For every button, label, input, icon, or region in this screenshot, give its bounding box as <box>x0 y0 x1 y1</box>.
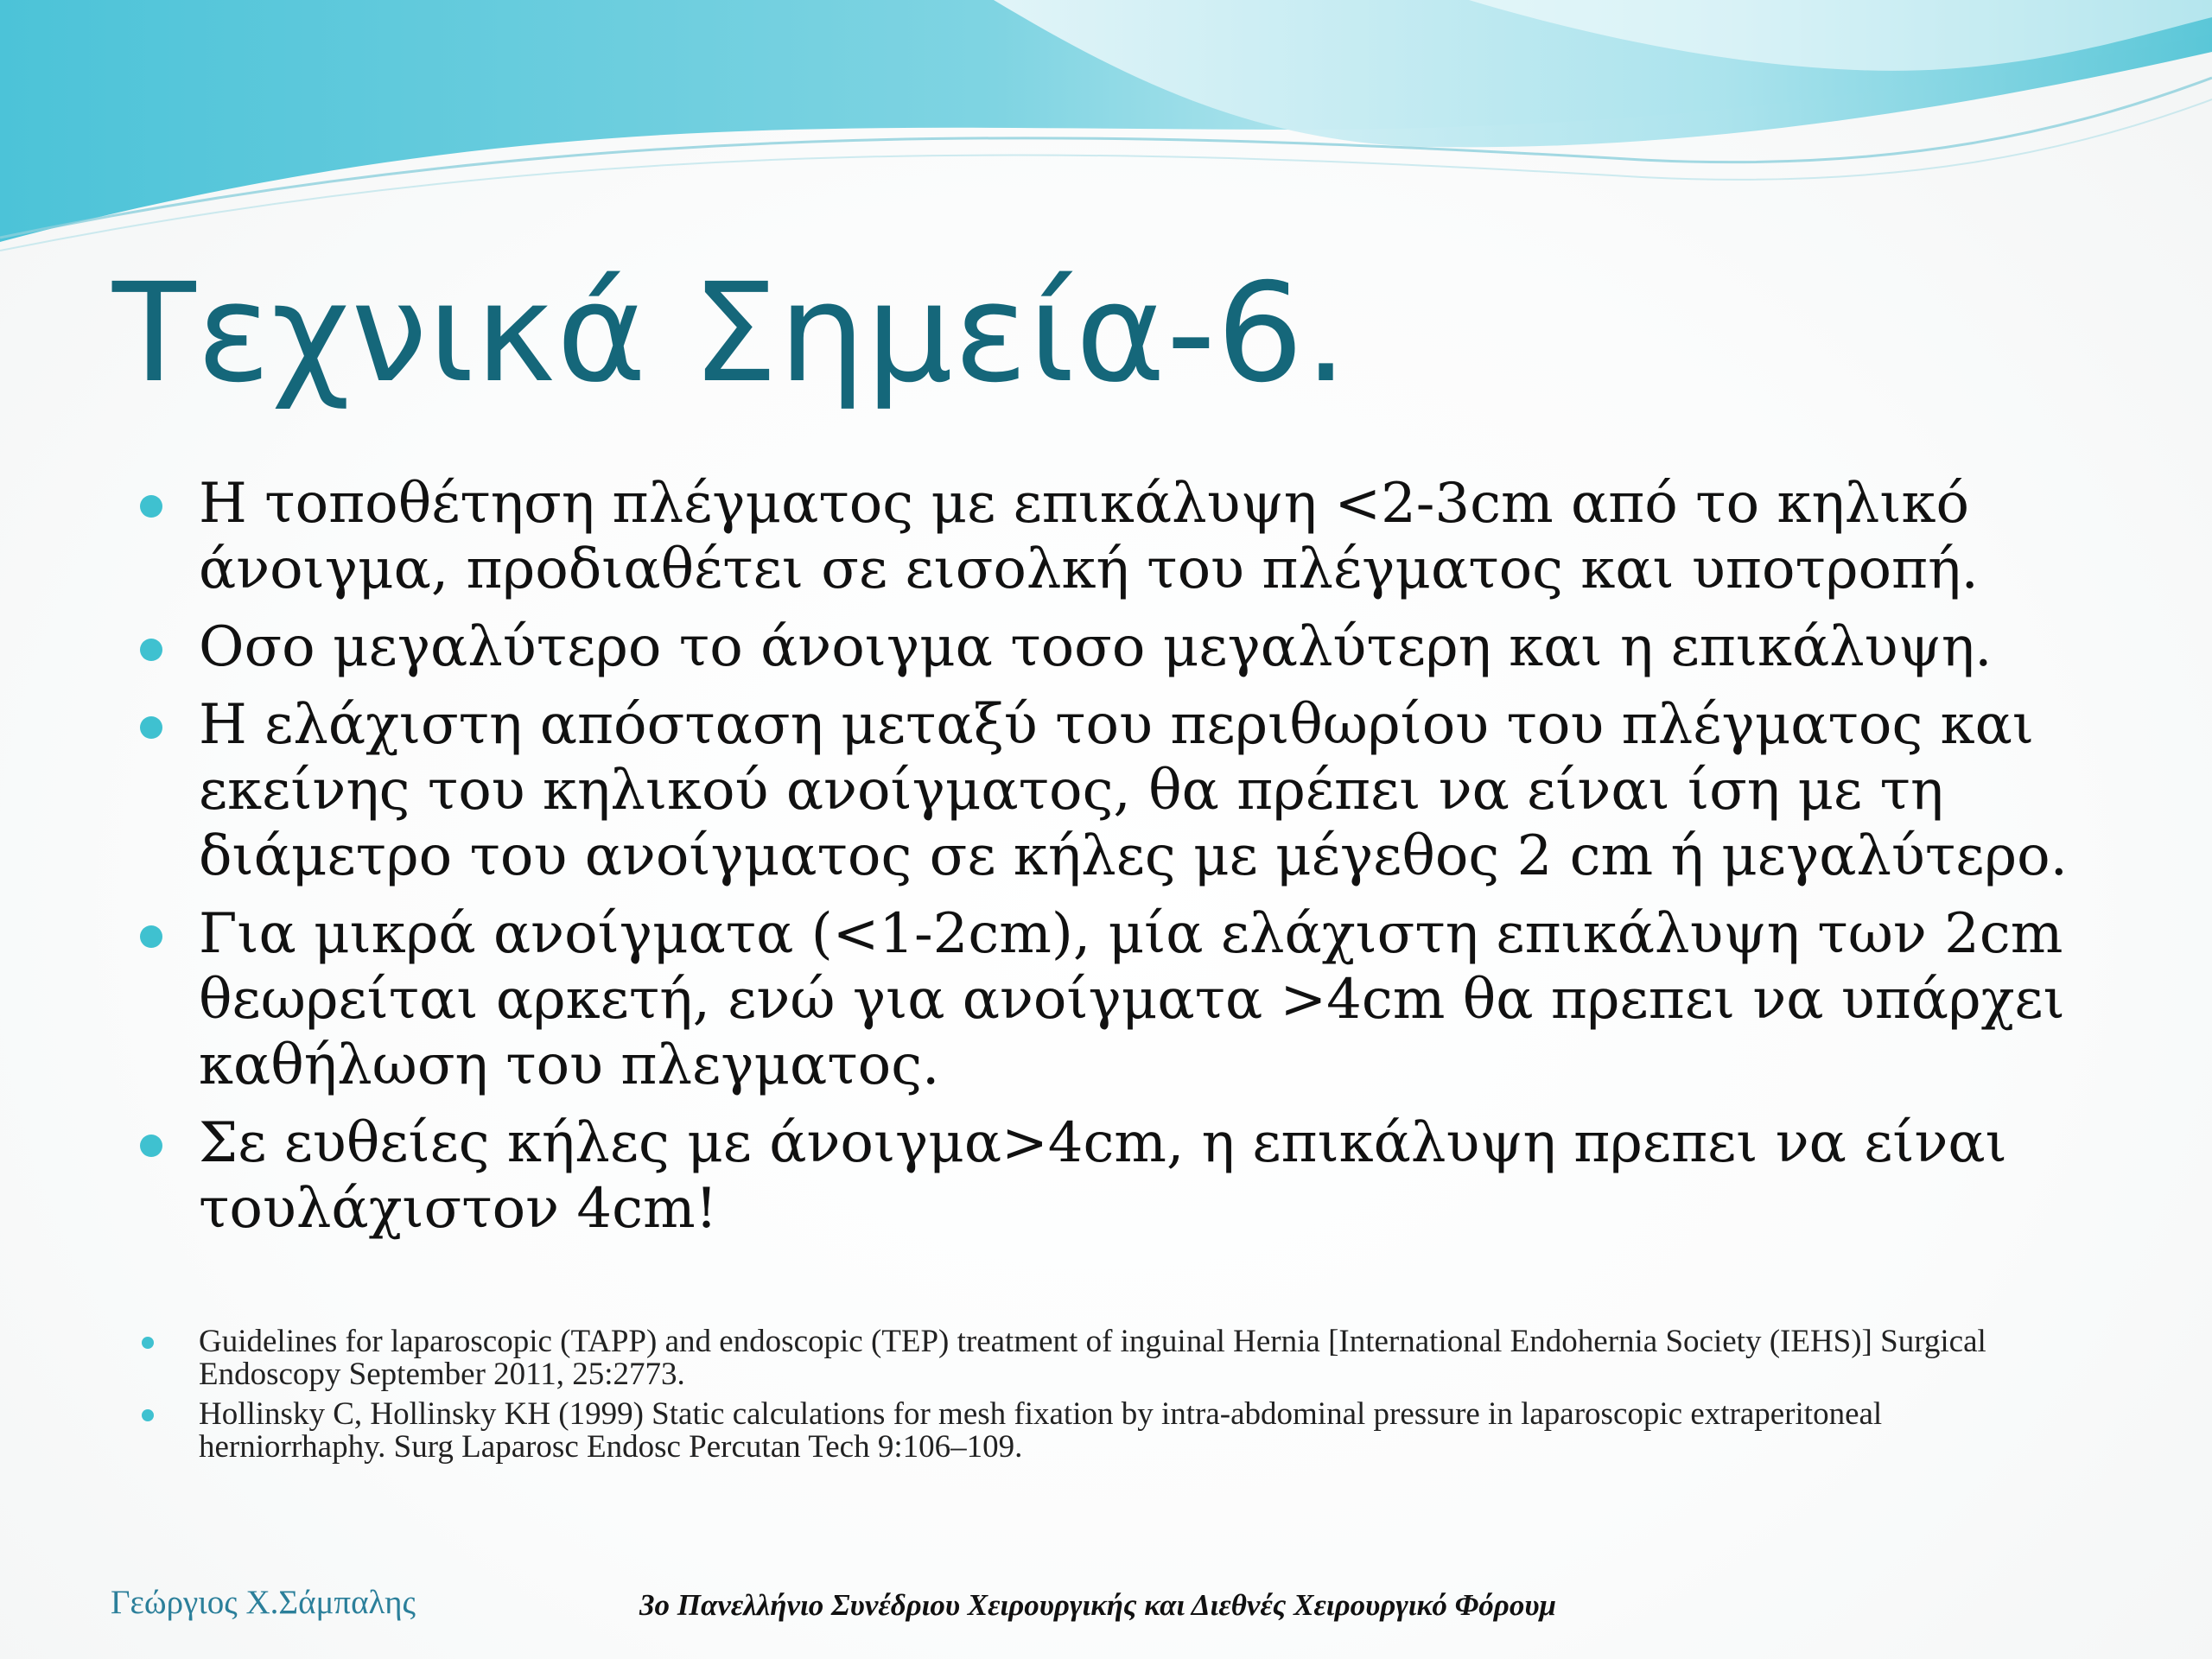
slide-title: Τεχνικά Σημεία-6. <box>112 254 1349 413</box>
bullet-text: Για μικρά ανοίγματα (<1-2cm), μία ελάχιστη επικάλυψη των 2cm θεωρείται αρκετή, ενώ για ανοίγματα >4cm θα πρεπει να υπάρχει καθήλωση του πλεγματος. <box>199 902 2065 1097</box>
bullet-item <box>138 471 2074 602</box>
bullet-item <box>138 692 2074 889</box>
reference-text: Hollinsky C, Hollinsky KH (1999) Static calculations for mesh fixation by intra-abdominal pressure in laparoscopic extraperitoneal herniorrhaphy. Surg Laparosc Endosc Percutan Tech 9:106–109. <box>199 1396 1883 1465</box>
bullet-item <box>138 1110 2074 1242</box>
reference-item <box>138 1325 1996 1391</box>
bullet-dot-icon <box>142 1409 154 1421</box>
bullet-text: Η ελάχιστη απόσταση μεταξύ του περιθωρίου του πλέγματος και εκείνης του κηλικού ανοίγματος, θα πρέπει να είναι ίση με τη διάμετρο του ανοίγματος σε κήλες με μέγεθος 2 cm ή μεγαλύτερο. <box>199 693 2068 888</box>
bullet-text: Η τοποθέτηση πλέγματος με επικάλυψη <2-3cm από το κηλικό άνοιγμα, προδιαθέτει σε εισολκή του πλέγματος και υποτροπή. <box>199 472 1979 601</box>
bullet-text: Οσο μεγαλύτερο το άνοιγμα τοσο μεγαλύτερη και η επικάλυψη. <box>199 615 1993 679</box>
bullet-dot-icon <box>140 495 162 518</box>
footer-event: 3o Πανελλήνιο Συνέδριου Χειρουργικής και Διεθνές Χειρουργικό Φόρουμ <box>639 1588 1556 1622</box>
bullet-dot-icon <box>140 1135 162 1157</box>
bullet-dot-icon <box>142 1337 154 1349</box>
reference-list <box>138 1325 1996 1471</box>
bullet-text: Σε ευθείες κήλες με άνοιγμα>4cm, η επικάλυψη πρεπει να είναι τουλάχιστον 4cm! <box>199 1111 2007 1241</box>
bullet-item <box>138 614 2074 680</box>
reference-text: Guidelines for laparoscopic (TAPP) and endoscopic (TEP) treatment of inguinal Hernia [International Endohernia Society (IEHS)] Surgical Endoscopy September 2011, 25:2773. <box>199 1324 1986 1392</box>
reference-item <box>138 1398 1996 1464</box>
header-wave-decoration <box>0 0 2212 259</box>
bullet-dot-icon <box>140 639 162 661</box>
bullet-dot-icon <box>140 925 162 948</box>
main-bullet-list <box>138 471 2074 1254</box>
bullet-item <box>138 901 2074 1098</box>
bullet-dot-icon <box>140 716 162 739</box>
footer-author: Γεώργιος Χ.Σάμπαλης <box>111 1584 416 1621</box>
